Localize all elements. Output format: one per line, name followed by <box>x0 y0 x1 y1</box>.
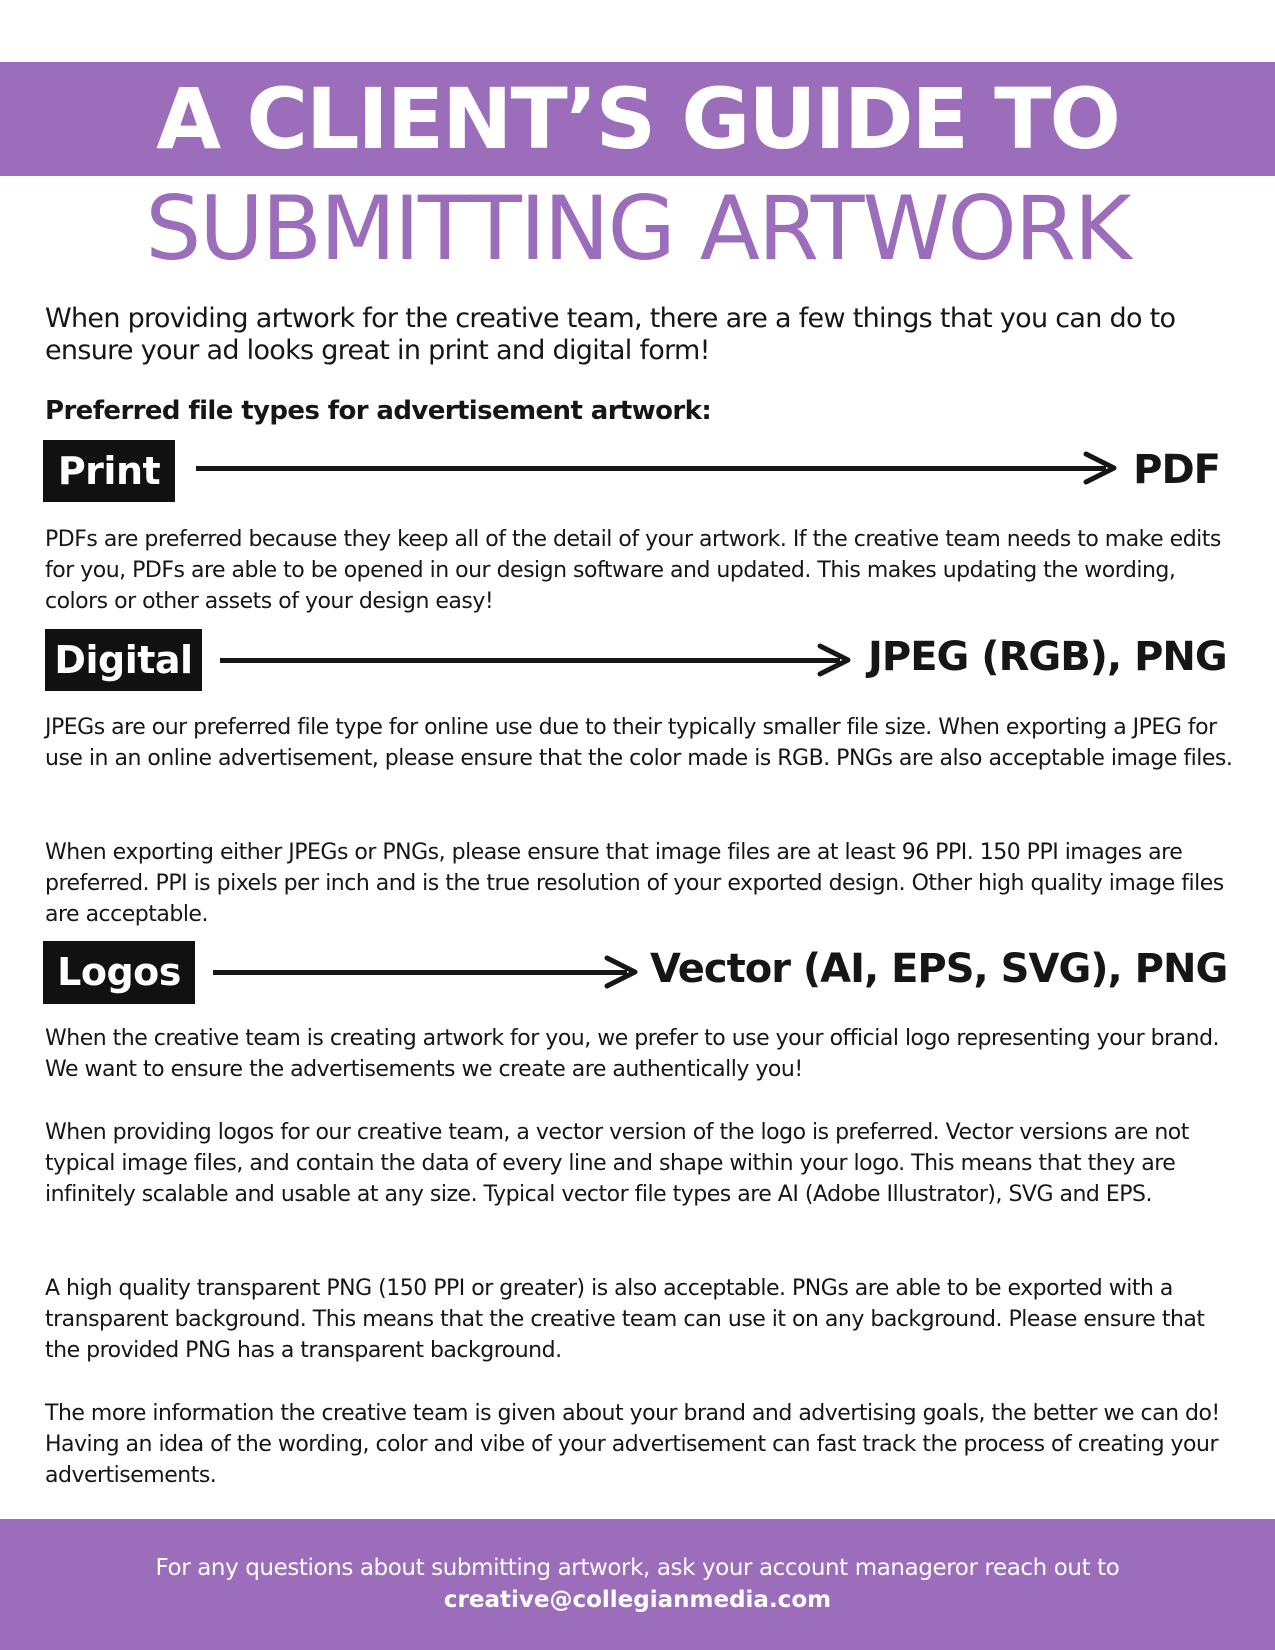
logos-paragraph-1: When the creative team is creating artwork for you, we prefer to use your official logo representing your brand. We want to ensure the advertisements we create are authentically you! <box>45 1026 1220 1082</box>
arrow-right-icon <box>213 952 641 992</box>
arrow-right-icon <box>220 640 854 680</box>
footer-text: For any questions about submitting artwork, ask your account managеror reach out to <box>155 1555 1120 1581</box>
digital-filetype: JPEG (RGB), PNG <box>868 634 1227 680</box>
print-label: Print <box>43 440 175 502</box>
page-title-line1: A CLIENT’S GUIDE TO <box>156 70 1119 168</box>
print-filetype: PDF <box>1133 447 1220 493</box>
logos-label: Logos <box>43 941 195 1004</box>
file-types-subheading: Preferred file types for advertisement artwork: <box>45 396 712 426</box>
digital-label: Digital <box>45 629 202 691</box>
intro-paragraph: When providing artwork for the creative team, there are a few things that you can do to ensure your ad looks great in print and digital form! <box>45 303 1176 366</box>
page-title-line2: SUBMITTING ARTWORK <box>145 177 1130 280</box>
print-paragraph: PDFs are preferred because they keep all of the detail of your artwork. If the creative team needs to make edits for you, PDFs are able to be opened in our design software and updated. This makes updating the wording, colors or other assets of your design easy! <box>45 527 1221 614</box>
logos-filetype: Vector (AI, EPS, SVG), PNG <box>650 946 1228 992</box>
digital-paragraph-1: JPEGs are our preferred file type for online use due to their typically smaller file size. When exporting a JPEG for use in an online advertisement, please ensure that the color made is RGB. PNGs are also acceptable image files. <box>45 715 1233 771</box>
logos-paragraph-3: A high quality transparent PNG (150 PPI or greater) is also acceptable. PNGs are able to be exported with a transparent background. This means that the creative team can use it on any background. Please ensure that the provided PNG has a transparent background. <box>45 1276 1205 1363</box>
footer-email-link[interactable]: creative@collegianmedia.com <box>443 1587 832 1613</box>
logos-paragraph-2: When providing logos for our creative team, a vector version of the logo is preferred. Vector versions are not typical image files, and contain the data of every line and shape within your logo. This means that they are infinitely scalable and usable at any size. Typical vector file types are AI (Adobe Illustrator), SVG and EPS. <box>45 1120 1189 1207</box>
arrow-right-icon <box>196 448 1120 488</box>
logos-paragraph-4: The more information the creative team is given about your brand and advertising goals, the better we can do! Having an idea of the wording, color and vibe of your advertisement can fast track the process of creating your advertisements. <box>45 1401 1220 1488</box>
digital-paragraph-2: When exporting either JPEGs or PNGs, please ensure that image files are at least 96 PPI. 150 PPI images are preferred. PPI is pixels per inch and is the true resolution of your exported design. Other high quality image files are acceptable. <box>45 840 1224 927</box>
